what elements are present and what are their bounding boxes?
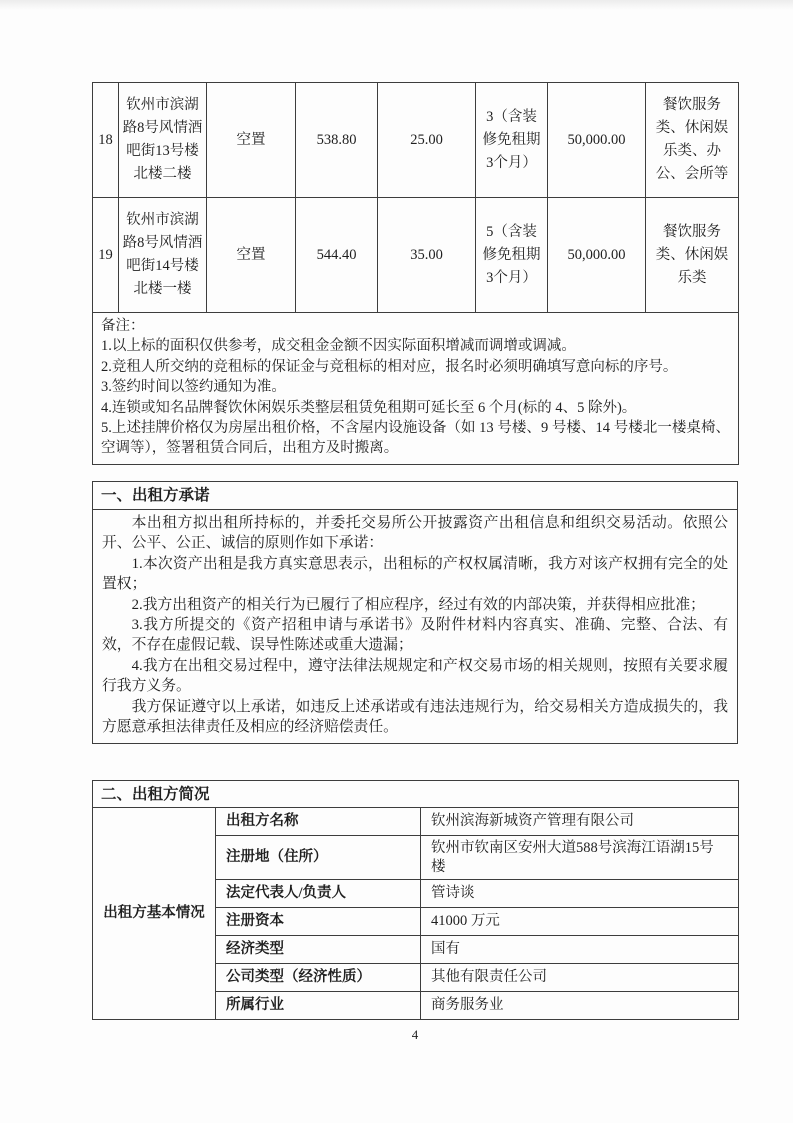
listing-table-body [93,83,739,465]
cell-usage: 餐饮服务类、休闲娱乐类 [646,198,739,313]
cell-deposit: 50,000.00 [548,198,646,313]
notes-title: 备注： [101,318,145,334]
commitment-paragraph: 3.我方所提交的《资产招租申请与承诺书》及附件材料内容真实、准确、完整、合法、有效，不存在虚假记载、误导性陈述或重大遗漏； [102,617,728,654]
cell-status: 空置 [207,198,296,313]
commitment-body [93,510,737,743]
section-commitment [92,481,738,744]
note-item: 3.签约时间以签约通知为准。 [101,379,286,396]
cell-area: 544.40 [296,198,378,313]
profile-row-header: 出租方基本情况 [93,808,216,1020]
profile-value: 41000 万元 [421,908,739,936]
listing-table [92,82,739,465]
profile-label: 法定代表人/负责人 [216,880,421,908]
page-number: 4 [411,1027,419,1042]
commitment-paragraph: 1.本次资产出租是我方真实意思表示，出租标的产权权属清晰，我方对该产权拥有完全的处置权； [102,555,728,593]
cell-row-number: 19 [93,198,119,313]
cell-address: 钦州市滨湖路8号风情酒吧街13号楼北楼二楼 [119,83,207,198]
commitment-paragraph: 2.我方出租资产的相关行为已履行了相应程序，经过有效的内部决策，并获得相应批准； [131,596,705,613]
profile-table-body [93,781,739,1020]
cell-usage: 餐饮服务类、休闲娱乐类、办公、会所等 [646,83,739,198]
listing-row [93,83,739,198]
profile-value: 管诗谈 [421,880,739,908]
note-item: 5.上述挂牌价格仅为房屋出租价格，不含屋内设施设备（如 13 号楼、9 号楼、14 号楼北一楼桌椅、空调等），签署租赁合同后，出租方及时搬离。 [101,420,730,457]
profile-value: 钦州滨海新城资产管理有限公司 [421,808,739,836]
section-profile [92,780,738,1020]
note-item: 4.连锁或知名品牌餐饮休闲娱乐类整层租赁免租期可延长至 6 个月(标的 4、5 除外)。 [101,399,637,416]
cell-lease-term: 3（含装修免租期3个月） [476,83,548,198]
cell-deposit: 50,000.00 [548,83,646,198]
profile-row [93,808,739,836]
listing-notes-cell [93,313,739,465]
commitment-paragraph: 本出租方拟出租所持标的，并委托交易所公开披露资产出租信息和组织交易活动。依照公开、公平、公正、诚信的原则作如下承诺： [102,515,728,552]
cell-address: 钦州市滨湖路8号风情酒吧街14号楼北楼一楼 [119,198,207,313]
section-profile-title: 二、出租方简况 [93,781,739,808]
cell-area: 538.80 [296,83,378,198]
commitment-paragraph: 我方保证遵守以上承诺，如违反上述承诺或有违法违规行为，给交易相关方造成损失的，我方愿意承担法律责任及相应的经济赔偿责任。 [102,698,728,736]
profile-value: 其他有限责任公司 [421,964,739,992]
profile-label: 注册地（住所） [216,836,421,880]
commitment-paragraph: 4.我方在出租交易过程中，遵守法律法规规定和产权交易市场的相关规则，按照有关要求履行我方义务。 [102,657,728,695]
cell-lease-term: 5（含装修免租期3个月） [476,198,548,313]
listing-row [93,198,739,313]
listing-notes-row [93,313,739,465]
profile-label: 出租方名称 [216,808,421,836]
profile-value: 国有 [421,936,739,964]
cell-status: 空置 [207,83,296,198]
cell-unit-price: 25.00 [378,83,476,198]
profile-label: 所属行业 [216,992,421,1020]
profile-value: 钦州市钦南区安州大道588号滨海江语湖15号楼 [421,836,739,880]
section-commitment-title: 一、出租方承诺 [93,482,737,510]
profile-label: 公司类型（经济性质） [216,964,421,992]
cell-row-number: 18 [93,83,119,198]
profile-table [92,780,739,1020]
note-item: 1.以上标的面积仅供参考，成交租金金额不因实际面积增减而调增或调减。 [101,338,576,355]
note-item: 2.竞租人所交纳的竞租标的保证金与竞租标的相对应，报名时必须明确填写意向标的序号。 [101,358,678,375]
profile-value: 商务服务业 [421,992,739,1020]
profile-label: 注册资本 [216,908,421,936]
cell-unit-price: 35.00 [378,198,476,313]
profile-label: 经济类型 [216,936,421,964]
